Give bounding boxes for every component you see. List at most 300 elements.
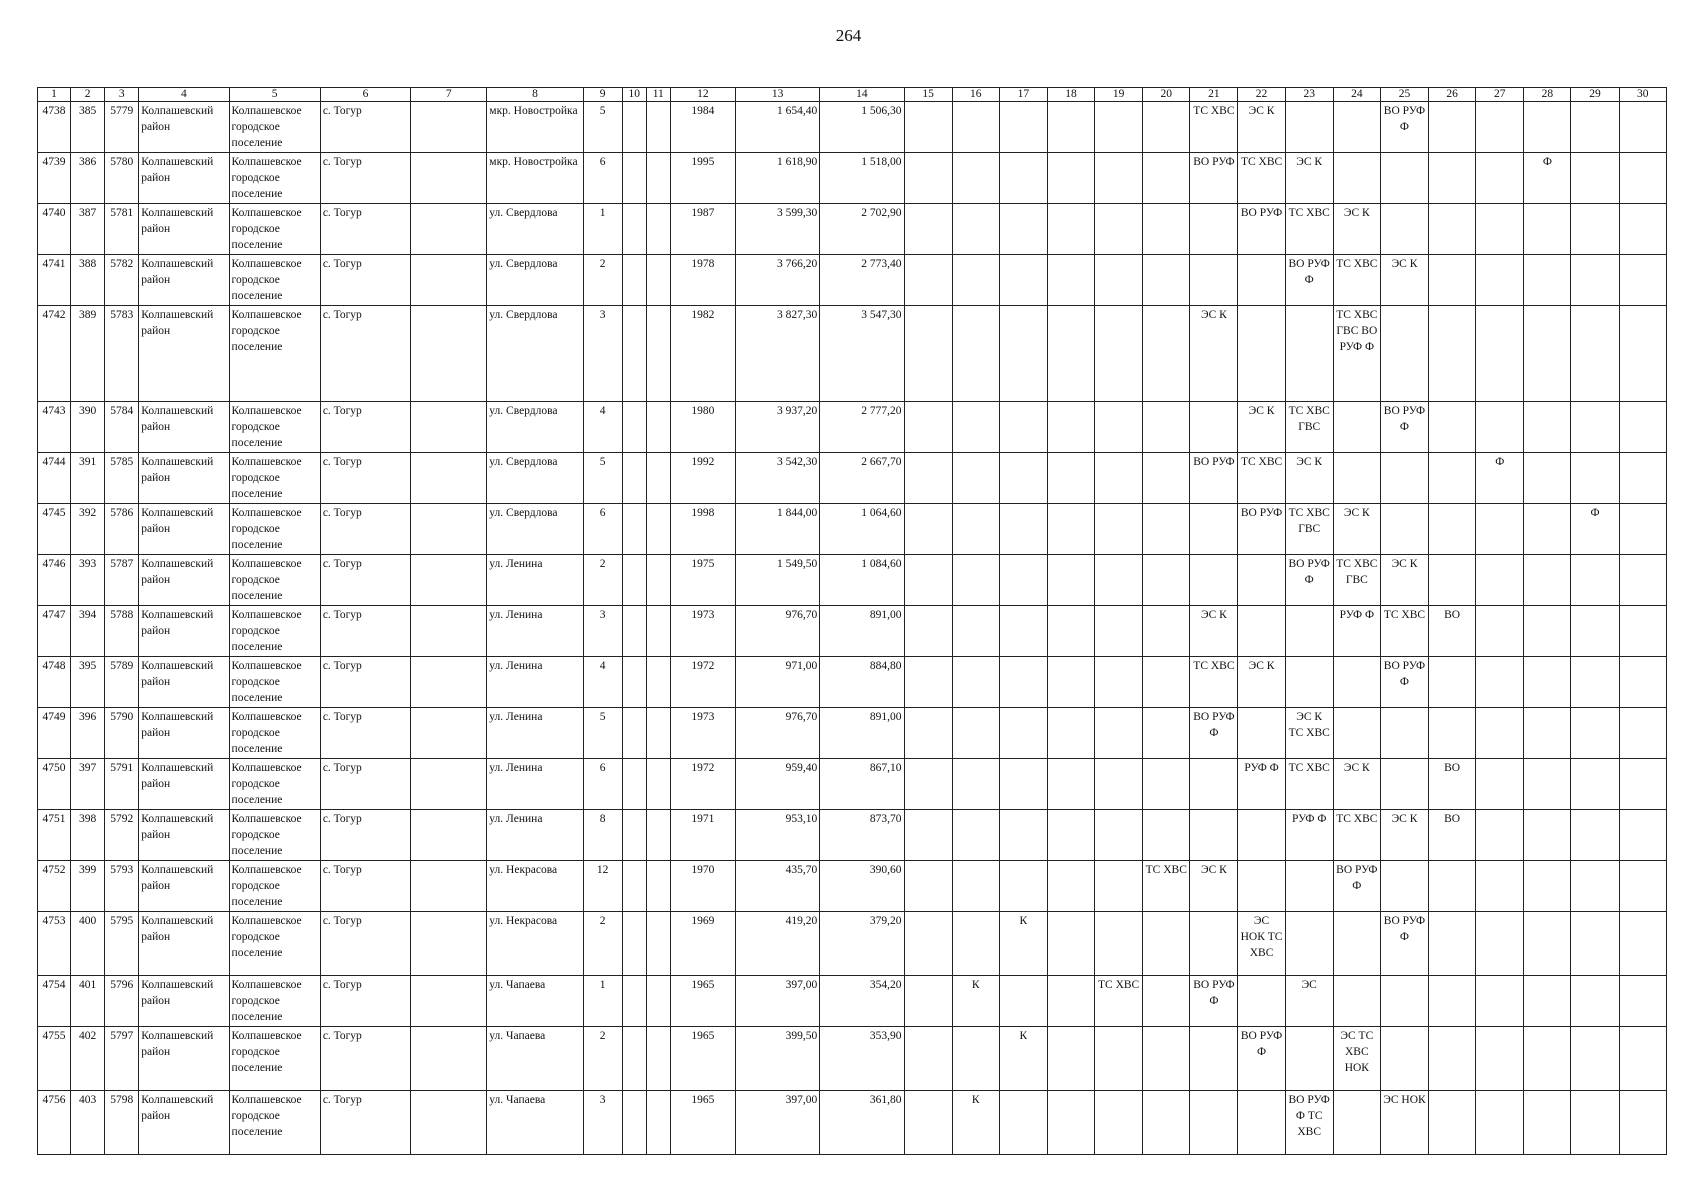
cell-col-27 [1476, 657, 1524, 708]
cell-col-21: ВО РУФ [1190, 453, 1238, 504]
cell-col-2: 400 [71, 912, 105, 976]
cell-col-18 [1047, 861, 1094, 912]
cell-col-29 [1571, 255, 1619, 306]
cell-col-7 [411, 1027, 487, 1091]
cell-col-19 [1095, 759, 1143, 810]
cell-col-30 [1619, 1091, 1666, 1155]
cell-col-26 [1429, 1091, 1476, 1155]
cell-col-21: ЭС К [1190, 861, 1238, 912]
cell-col-25: ВО РУФ Ф [1380, 402, 1428, 453]
cell-col-23: ЭС К [1285, 453, 1333, 504]
cell-col-13: 3 766,20 [736, 255, 820, 306]
cell-col-11 [646, 504, 670, 555]
cell-col-12: 1995 [670, 153, 735, 204]
column-header-3: 3 [105, 88, 139, 102]
cell-col-27 [1476, 912, 1524, 976]
cell-col-5: Колпашевское городское поселение [229, 402, 320, 453]
cell-col-17: К [999, 1027, 1047, 1091]
cell-col-8: ул. Ленина [487, 555, 583, 606]
cell-col-28 [1524, 102, 1571, 153]
cell-col-6: с. Тогур [320, 555, 410, 606]
cell-col-8: ул. Свердлова [487, 453, 583, 504]
cell-col-20 [1143, 912, 1190, 976]
cell-col-1: 4744 [38, 453, 71, 504]
cell-col-21 [1190, 810, 1238, 861]
cell-col-25: ВО РУФ Ф [1380, 102, 1428, 153]
cell-col-14: 3 547,30 [820, 306, 904, 402]
cell-col-23 [1285, 861, 1333, 912]
cell-col-26 [1429, 861, 1476, 912]
cell-col-9: 6 [583, 759, 622, 810]
cell-col-5: Колпашевское городское поселение [229, 657, 320, 708]
cell-col-11 [646, 861, 670, 912]
cell-col-13: 976,70 [736, 708, 820, 759]
cell-col-19 [1095, 657, 1143, 708]
cell-col-19 [1095, 708, 1143, 759]
cell-col-21: ВО РУФ Ф [1190, 976, 1238, 1027]
cell-col-13: 971,00 [736, 657, 820, 708]
cell-col-11 [646, 1027, 670, 1091]
cell-col-26 [1429, 1027, 1476, 1091]
cell-col-7 [411, 759, 487, 810]
cell-col-12: 1998 [670, 504, 735, 555]
cell-col-21: ЭС К [1190, 606, 1238, 657]
column-header-13: 13 [736, 88, 820, 102]
cell-col-11 [646, 606, 670, 657]
cell-col-19 [1095, 153, 1143, 204]
cell-col-10 [622, 810, 646, 861]
cell-col-1: 4753 [38, 912, 71, 976]
cell-col-16 [952, 453, 999, 504]
cell-col-19 [1095, 606, 1143, 657]
cell-col-16 [952, 102, 999, 153]
cell-col-18 [1047, 912, 1094, 976]
cell-col-15 [904, 810, 952, 861]
cell-col-6: с. Тогур [320, 204, 410, 255]
cell-col-26 [1429, 153, 1476, 204]
cell-col-15 [904, 912, 952, 976]
cell-col-22 [1238, 810, 1285, 861]
cell-col-2: 389 [71, 306, 105, 402]
cell-col-9: 1 [583, 204, 622, 255]
cell-col-6: с. Тогур [320, 504, 410, 555]
cell-col-29 [1571, 657, 1619, 708]
cell-col-3: 5792 [105, 810, 139, 861]
cell-col-8: ул. Чапаева [487, 976, 583, 1027]
cell-col-14: 1 084,60 [820, 555, 904, 606]
cell-col-24 [1333, 453, 1380, 504]
cell-col-5: Колпашевское городское поселение [229, 606, 320, 657]
cell-col-20 [1143, 306, 1190, 402]
column-header-18: 18 [1047, 88, 1094, 102]
cell-col-25 [1380, 306, 1428, 402]
cell-col-6: с. Тогур [320, 1091, 410, 1155]
cell-col-24 [1333, 1091, 1380, 1155]
cell-col-10 [622, 708, 646, 759]
cell-col-2: 395 [71, 657, 105, 708]
table-row [38, 976, 1667, 1027]
cell-col-5: Колпашевское городское поселение [229, 555, 320, 606]
cell-col-14: 884,80 [820, 657, 904, 708]
cell-col-11 [646, 306, 670, 402]
cell-col-21: ВО РУФ Ф [1190, 708, 1238, 759]
cell-col-28 [1524, 504, 1571, 555]
cell-col-2: 402 [71, 1027, 105, 1091]
cell-col-25 [1380, 759, 1428, 810]
cell-col-3: 5797 [105, 1027, 139, 1091]
cell-col-13: 397,00 [736, 1091, 820, 1155]
cell-col-30 [1619, 402, 1666, 453]
cell-col-8: ул. Свердлова [487, 504, 583, 555]
cell-col-3: 5788 [105, 606, 139, 657]
cell-col-9: 6 [583, 153, 622, 204]
cell-col-25: ЭС К [1380, 555, 1428, 606]
column-header-15: 15 [904, 88, 952, 102]
cell-col-25: ЭС К [1380, 810, 1428, 861]
cell-col-12: 1973 [670, 606, 735, 657]
table-row [38, 606, 1667, 657]
cell-col-29 [1571, 204, 1619, 255]
cell-col-13: 1 549,50 [736, 555, 820, 606]
cell-col-30 [1619, 810, 1666, 861]
cell-col-10 [622, 861, 646, 912]
cell-col-9: 2 [583, 255, 622, 306]
cell-col-16 [952, 861, 999, 912]
cell-col-27 [1476, 861, 1524, 912]
cell-col-22: ТС ХВС [1238, 153, 1285, 204]
table-row [38, 204, 1667, 255]
cell-col-1: 4743 [38, 402, 71, 453]
cell-col-21 [1190, 1091, 1238, 1155]
cell-col-1: 4745 [38, 504, 71, 555]
cell-col-24 [1333, 102, 1380, 153]
cell-col-21 [1190, 504, 1238, 555]
cell-col-25 [1380, 708, 1428, 759]
cell-col-28 [1524, 606, 1571, 657]
cell-col-18 [1047, 102, 1094, 153]
table-row [38, 1027, 1667, 1091]
cell-col-4: Колпашевский район [139, 555, 229, 606]
cell-col-18 [1047, 453, 1094, 504]
cell-col-22: ВО РУФ Ф [1238, 1027, 1285, 1091]
cell-col-23: ЭС К ТС ХВС [1285, 708, 1333, 759]
cell-col-23: ТС ХВС ГВС [1285, 402, 1333, 453]
cell-col-16 [952, 504, 999, 555]
cell-col-12: 1965 [670, 976, 735, 1027]
cell-col-22: ЭС НОК ТС ХВС [1238, 912, 1285, 976]
cell-col-4: Колпашевский район [139, 708, 229, 759]
cell-col-29 [1571, 402, 1619, 453]
cell-col-21 [1190, 555, 1238, 606]
cell-col-8: ул. Некрасова [487, 861, 583, 912]
cell-col-12: 1973 [670, 708, 735, 759]
cell-col-4: Колпашевский район [139, 204, 229, 255]
cell-col-30 [1619, 912, 1666, 976]
cell-col-28 [1524, 912, 1571, 976]
cell-col-2: 387 [71, 204, 105, 255]
cell-col-22 [1238, 306, 1285, 402]
cell-col-11 [646, 153, 670, 204]
table-row [38, 102, 1667, 153]
cell-col-27 [1476, 1027, 1524, 1091]
cell-col-9: 5 [583, 102, 622, 153]
cell-col-15 [904, 976, 952, 1027]
cell-col-22 [1238, 555, 1285, 606]
cell-col-16 [952, 1027, 999, 1091]
cell-col-2: 394 [71, 606, 105, 657]
cell-col-27 [1476, 759, 1524, 810]
cell-col-19 [1095, 810, 1143, 861]
cell-col-16 [952, 912, 999, 976]
cell-col-26 [1429, 657, 1476, 708]
cell-col-11 [646, 810, 670, 861]
cell-col-10 [622, 976, 646, 1027]
cell-col-22 [1238, 976, 1285, 1027]
cell-col-23: РУФ Ф [1285, 810, 1333, 861]
table-row [38, 153, 1667, 204]
cell-col-20 [1143, 153, 1190, 204]
cell-col-7 [411, 708, 487, 759]
cell-col-12: 1965 [670, 1027, 735, 1091]
cell-col-14: 2 702,90 [820, 204, 904, 255]
cell-col-26 [1429, 555, 1476, 606]
cell-col-27: Ф [1476, 453, 1524, 504]
cell-col-15 [904, 255, 952, 306]
cell-col-5: Колпашевское городское поселение [229, 759, 320, 810]
cell-col-19 [1095, 453, 1143, 504]
cell-col-23: ЭС К [1285, 153, 1333, 204]
cell-col-2: 390 [71, 402, 105, 453]
column-header-12: 12 [670, 88, 735, 102]
cell-col-6: с. Тогур [320, 1027, 410, 1091]
cell-col-29 [1571, 976, 1619, 1027]
cell-col-3: 5798 [105, 1091, 139, 1155]
cell-col-3: 5781 [105, 204, 139, 255]
cell-col-18 [1047, 976, 1094, 1027]
cell-col-23: ВО РУФ Ф [1285, 255, 1333, 306]
cell-col-20 [1143, 810, 1190, 861]
table-row [38, 306, 1667, 402]
column-header-24: 24 [1333, 88, 1380, 102]
cell-col-28 [1524, 306, 1571, 402]
cell-col-25: ЭС НОК [1380, 1091, 1428, 1155]
cell-col-3: 5779 [105, 102, 139, 153]
cell-col-23 [1285, 102, 1333, 153]
cell-col-17 [999, 204, 1047, 255]
cell-col-19 [1095, 1091, 1143, 1155]
cell-col-9: 3 [583, 1091, 622, 1155]
cell-col-17 [999, 102, 1047, 153]
cell-col-5: Колпашевское городское поселение [229, 204, 320, 255]
cell-col-25: ВО РУФ Ф [1380, 657, 1428, 708]
cell-col-2: 391 [71, 453, 105, 504]
cell-col-5: Колпашевское городское поселение [229, 810, 320, 861]
cell-col-2: 386 [71, 153, 105, 204]
cell-col-30 [1619, 555, 1666, 606]
cell-col-15 [904, 555, 952, 606]
cell-col-8: ул. Ленина [487, 606, 583, 657]
cell-col-14: 1 506,30 [820, 102, 904, 153]
cell-col-17 [999, 708, 1047, 759]
cell-col-10 [622, 606, 646, 657]
cell-col-19: ТС ХВС [1095, 976, 1143, 1027]
cell-col-9: 12 [583, 861, 622, 912]
cell-col-17 [999, 453, 1047, 504]
cell-col-2: 392 [71, 504, 105, 555]
cell-col-6: с. Тогур [320, 606, 410, 657]
cell-col-21: ТС ХВС [1190, 657, 1238, 708]
cell-col-30 [1619, 255, 1666, 306]
cell-col-29 [1571, 453, 1619, 504]
cell-col-24: ЭС ТС ХВС НОК [1333, 1027, 1380, 1091]
cell-col-2: 385 [71, 102, 105, 153]
cell-col-1: 4752 [38, 861, 71, 912]
cell-col-6: с. Тогур [320, 255, 410, 306]
cell-col-26: ВО [1429, 759, 1476, 810]
table-row [38, 453, 1667, 504]
cell-col-7 [411, 102, 487, 153]
cell-col-4: Колпашевский район [139, 402, 229, 453]
cell-col-22 [1238, 255, 1285, 306]
cell-col-24: ТС ХВС [1333, 810, 1380, 861]
cell-col-3: 5790 [105, 708, 139, 759]
cell-col-10 [622, 402, 646, 453]
cell-col-30 [1619, 306, 1666, 402]
cell-col-4: Колпашевский район [139, 1027, 229, 1091]
cell-col-19 [1095, 402, 1143, 453]
cell-col-14: 2 777,20 [820, 402, 904, 453]
cell-col-29 [1571, 1027, 1619, 1091]
cell-col-18 [1047, 204, 1094, 255]
cell-col-5: Колпашевское городское поселение [229, 976, 320, 1027]
cell-col-1: 4742 [38, 306, 71, 402]
cell-col-8: ул. Чапаева [487, 1027, 583, 1091]
cell-col-15 [904, 102, 952, 153]
cell-col-13: 397,00 [736, 976, 820, 1027]
cell-col-1: 4738 [38, 102, 71, 153]
cell-col-14: 390,60 [820, 861, 904, 912]
cell-col-19 [1095, 102, 1143, 153]
cell-col-24: ЭС К [1333, 759, 1380, 810]
cell-col-27 [1476, 102, 1524, 153]
cell-col-18 [1047, 153, 1094, 204]
cell-col-1: 4740 [38, 204, 71, 255]
cell-col-27 [1476, 1091, 1524, 1155]
cell-col-5: Колпашевское городское поселение [229, 912, 320, 976]
cell-col-22 [1238, 861, 1285, 912]
cell-col-11 [646, 555, 670, 606]
cell-col-5: Колпашевское городское поселение [229, 153, 320, 204]
cell-col-12: 1982 [670, 306, 735, 402]
cell-col-3: 5786 [105, 504, 139, 555]
column-number-row [38, 88, 1667, 102]
cell-col-21: ЭС К [1190, 306, 1238, 402]
cell-col-1: 4750 [38, 759, 71, 810]
cell-col-6: с. Тогур [320, 810, 410, 861]
cell-col-1: 4749 [38, 708, 71, 759]
cell-col-28 [1524, 1091, 1571, 1155]
cell-col-11 [646, 976, 670, 1027]
cell-col-9: 2 [583, 912, 622, 976]
cell-col-14: 891,00 [820, 708, 904, 759]
cell-col-25: ЭС К [1380, 255, 1428, 306]
cell-col-7 [411, 810, 487, 861]
cell-col-11 [646, 759, 670, 810]
cell-col-28: Ф [1524, 153, 1571, 204]
table-row [38, 255, 1667, 306]
cell-col-30 [1619, 861, 1666, 912]
cell-col-2: 401 [71, 976, 105, 1027]
cell-col-29 [1571, 306, 1619, 402]
cell-col-22 [1238, 708, 1285, 759]
cell-col-4: Колпашевский район [139, 810, 229, 861]
table-row [38, 759, 1667, 810]
cell-col-20 [1143, 976, 1190, 1027]
cell-col-17 [999, 255, 1047, 306]
cell-col-20 [1143, 708, 1190, 759]
cell-col-30 [1619, 1027, 1666, 1091]
cell-col-5: Колпашевское городское поселение [229, 1091, 320, 1155]
cell-col-23 [1285, 1027, 1333, 1091]
cell-col-13: 399,50 [736, 1027, 820, 1091]
cell-col-4: Колпашевский район [139, 504, 229, 555]
cell-col-20 [1143, 1027, 1190, 1091]
cell-col-1: 4747 [38, 606, 71, 657]
cell-col-15 [904, 204, 952, 255]
cell-col-14: 873,70 [820, 810, 904, 861]
cell-col-26 [1429, 912, 1476, 976]
cell-col-12: 1980 [670, 402, 735, 453]
cell-col-27 [1476, 555, 1524, 606]
cell-col-16 [952, 810, 999, 861]
cell-col-16 [952, 402, 999, 453]
cell-col-11 [646, 912, 670, 976]
table-row [38, 861, 1667, 912]
cell-col-20 [1143, 504, 1190, 555]
cell-col-3: 5791 [105, 759, 139, 810]
cell-col-8: ул. Ленина [487, 810, 583, 861]
cell-col-8: ул. Свердлова [487, 255, 583, 306]
cell-col-16 [952, 759, 999, 810]
column-header-25: 25 [1380, 88, 1428, 102]
column-header-20: 20 [1143, 88, 1190, 102]
cell-col-2: 396 [71, 708, 105, 759]
column-header-10: 10 [622, 88, 646, 102]
cell-col-9: 3 [583, 306, 622, 402]
cell-col-12: 1972 [670, 759, 735, 810]
cell-col-30 [1619, 657, 1666, 708]
cell-col-5: Колпашевское городское поселение [229, 1027, 320, 1091]
cell-col-29 [1571, 606, 1619, 657]
column-header-21: 21 [1190, 88, 1238, 102]
cell-col-24 [1333, 912, 1380, 976]
cell-col-3: 5787 [105, 555, 139, 606]
cell-col-15 [904, 1027, 952, 1091]
column-header-19: 19 [1095, 88, 1143, 102]
cell-col-26 [1429, 453, 1476, 504]
cell-col-28 [1524, 453, 1571, 504]
cell-col-10 [622, 153, 646, 204]
cell-col-9: 5 [583, 708, 622, 759]
cell-col-9: 5 [583, 453, 622, 504]
cell-col-12: 1984 [670, 102, 735, 153]
cell-col-11 [646, 657, 670, 708]
cell-col-11 [646, 102, 670, 153]
cell-col-10 [622, 204, 646, 255]
cell-col-1: 4756 [38, 1091, 71, 1155]
cell-col-29: Ф [1571, 504, 1619, 555]
cell-col-28 [1524, 657, 1571, 708]
